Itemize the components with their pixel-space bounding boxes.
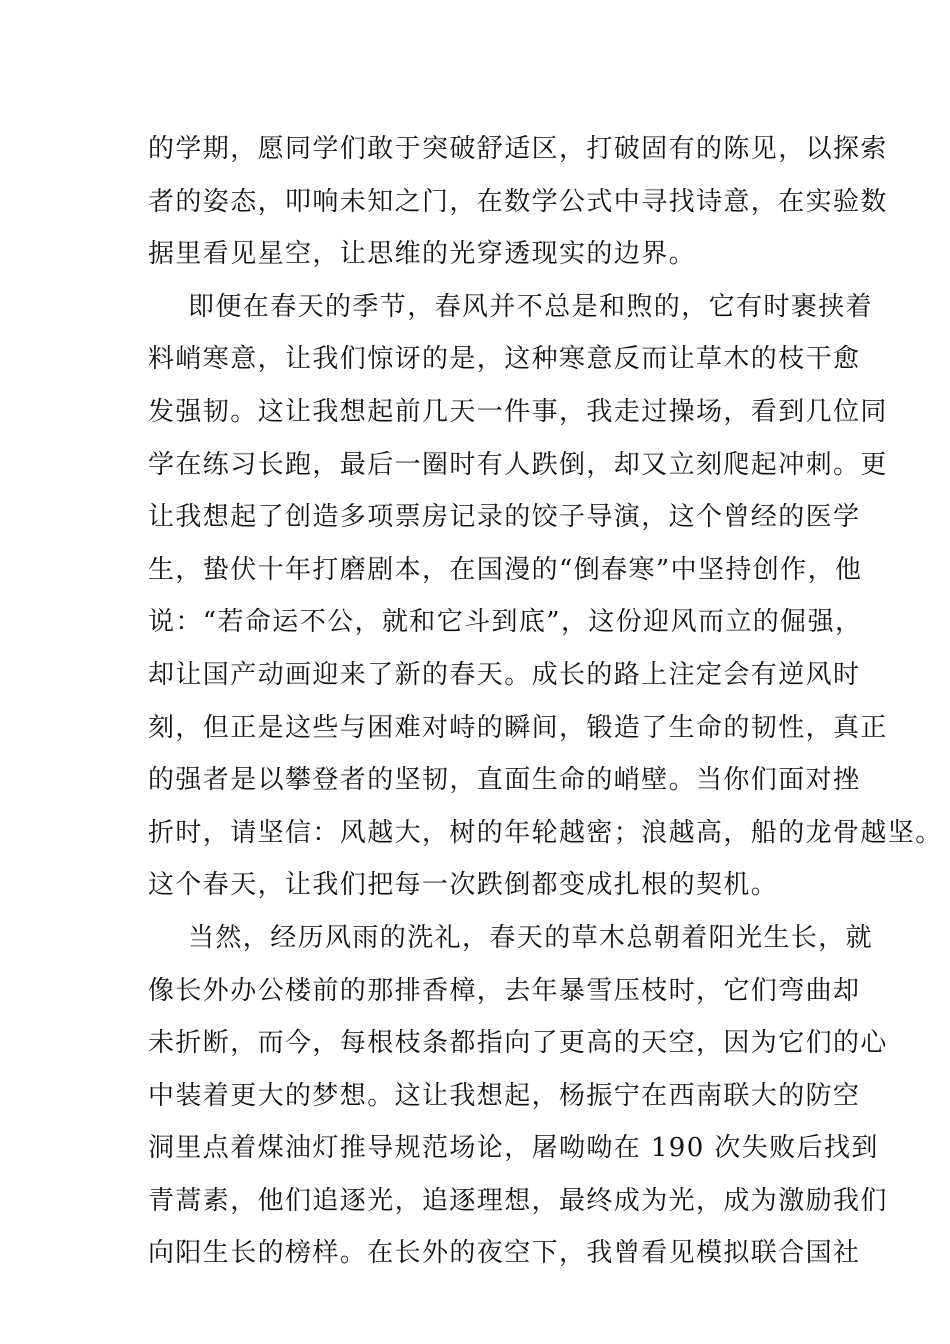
text-line-16: 当然，经历风雨的洗礼，春天的草木总朝着阳光生长，就 [188,922,874,953]
text-line-5: 料峭寒意，让我们惊讶的是，这种寒意反而让草木的枝干愈 [148,344,861,375]
body-text [148,128,943,1285]
text-line-18: 未折断，而今，每根枝条都指向了更高的天空，因为它们的心 [148,1028,888,1059]
text-line-3: 据里看见星空，让思维的光穿透现实的边界。 [148,239,697,270]
text-line-10: 说：“若命运不公，就和它斗到底”，这份迎风而立的倔强， [148,607,863,638]
text-line-17: 像长外办公楼前的那排香樟，去年暴雪压枝时，它们弯曲却 [148,975,861,1006]
text-line-11: 却让国产动画迎来了新的春天。成长的路上注定会有逆风时 [148,659,861,690]
text-line-1: 的学期，愿同学们敢于突破舒适区，打破固有的陈见，以探索 [148,134,888,164]
text-line-13: 的强者是以攀登者的坚韧，直面生命的峭壁。当你们面对挫 [148,765,861,796]
text-line-7: 学在练习长跑，最后一圈时有人跌倒，却又立刻爬起冲刺。更 [148,449,888,480]
text-line-14: 折时，请坚信：风越大，树的年轮越密；浪越高，船的龙骨越坚。 [148,817,943,848]
text-line-20: 洞里点着煤油灯推导规范场论，屠呦呦在 190 次失败后找到 [148,1133,879,1164]
text-line-2: 者的姿态，叩响未知之门，在数学公式中寻找诗意，在实验数 [148,186,888,217]
text-line-4: 即便在春天的季节，春风并不总是和煦的，它有时裹挟着 [188,291,874,322]
text-line-22: 向阳生长的榜样。在长外的夜空下，我曾看见模拟联合国社 [148,1238,861,1269]
text-line-6: 发强韧。这让我想起前几天一件事，我走过操场，看到几位同 [148,396,888,427]
text-line-19: 中装着更大的梦想。这让我想起，杨振宁在西南联大的防空 [148,1080,861,1111]
text-line-9: 生，蛰伏十年打磨剧本，在国漫的“倒春寒”中坚持创作，他 [148,554,863,585]
text-line-21: 青蒿素，他们追逐光，追逐理想，最终成为光，成为激励我们 [148,1185,888,1216]
text-line-15: 这个春天，让我们把每一次跌倒都变成扎根的契机。 [148,870,779,901]
text-line-12: 刻，但正是这些与困难对峙的瞬间，锻造了生命的韧性，真正 [148,712,888,743]
text-line-8: 让我想起了创造多项票房记录的饺子导演，这个曾经的医学 [148,502,861,533]
